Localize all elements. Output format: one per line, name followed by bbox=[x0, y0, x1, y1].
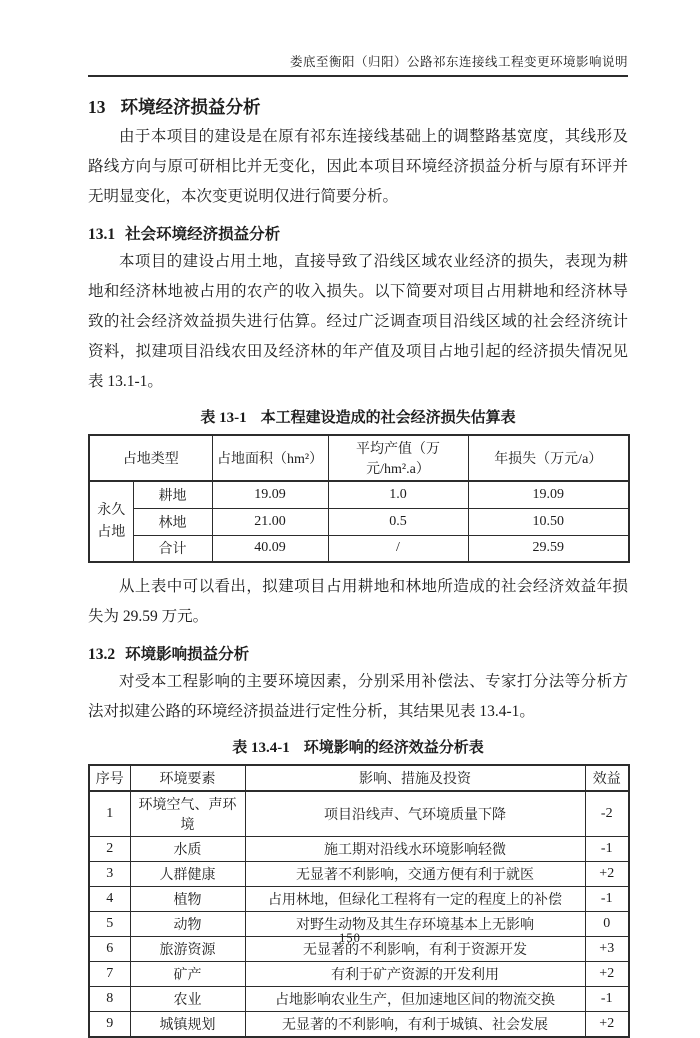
table2-row bbox=[89, 962, 629, 987]
table1-row bbox=[89, 535, 629, 562]
section-13-2-paragraph: 对受本工程影响的主要环境因素，分别采用补偿法、专家打分法等分析方法对拟建公路的环境经济损益进行定性分析，其结果见表 13.4-1。 bbox=[88, 673, 628, 720]
table2-caption-number: 表 13.4-1 bbox=[232, 740, 290, 756]
table2-cell-no: 3 bbox=[89, 862, 130, 887]
table2-cell-impact: 施工期对沿线水环境影响轻微 bbox=[245, 837, 585, 862]
table1-caption-number: 表 13-1 bbox=[200, 410, 247, 426]
table2-cell-factor: 矿产 bbox=[130, 962, 245, 987]
section-13-heading bbox=[88, 94, 628, 119]
table2-cell-benefit: +2 bbox=[585, 862, 629, 887]
section-13-1-heading bbox=[88, 222, 628, 244]
table2-cell-factor: 环境空气、声环境 bbox=[130, 791, 245, 837]
table2-header-factor: 环境要素 bbox=[130, 765, 245, 791]
table2-cell-benefit: +2 bbox=[585, 962, 629, 987]
table2-cell-impact: 无显著的不利影响，有利于城镇、社会发展 bbox=[245, 1012, 585, 1038]
section-13-2-heading bbox=[88, 642, 628, 664]
table2-cell-no: 6 bbox=[89, 937, 130, 962]
section-13-1-number: 13.1 bbox=[88, 226, 116, 243]
table1-cell-area: 40.09 bbox=[212, 535, 328, 562]
table2-cell-benefit: -1 bbox=[585, 887, 629, 912]
table1-row bbox=[89, 508, 629, 535]
table2-cell-impact: 有利于矿产资源的开发利用 bbox=[245, 962, 585, 987]
table2-cell-benefit: -1 bbox=[585, 987, 629, 1012]
table2-caption bbox=[88, 736, 628, 757]
table1-cell-area: 21.00 bbox=[212, 508, 328, 535]
section-13-number: 13 bbox=[88, 97, 106, 117]
table2-cell-benefit: -1 bbox=[585, 837, 629, 862]
table2-cell-impact: 无显著不利影响，交通方便有利于就医 bbox=[245, 862, 585, 887]
table2-cell-factor: 城镇规划 bbox=[130, 1012, 245, 1038]
table2-cell-factor: 动物 bbox=[130, 912, 245, 937]
table1-cell-value: / bbox=[328, 535, 468, 562]
table2-cell-no: 8 bbox=[89, 987, 130, 1012]
table2-cell-factor: 植物 bbox=[130, 887, 245, 912]
table2-row bbox=[89, 1012, 629, 1038]
table2-row bbox=[89, 887, 629, 912]
table2-cell-factor: 农业 bbox=[130, 987, 245, 1012]
environmental-benefit-analysis-table bbox=[88, 764, 630, 1038]
table1-caption-title: 本工程建设造成的社会经济损失估算表 bbox=[260, 410, 516, 426]
table1-header-area: 占地面积（hm²） bbox=[212, 435, 328, 481]
table1-header-row bbox=[89, 435, 629, 481]
table1-cell-type: 林地 bbox=[133, 508, 212, 535]
table2-cell-factor: 水质 bbox=[130, 837, 245, 862]
section-13-paragraph: 由于本项目的建设是在原有祁东连接线基础上的调整路基宽度，其线形及路线方向与原可研相比并无变化，因此本项目环境经济损益分析与原有环评并无明显变化，本次变更说明仅进行简要分析。 bbox=[88, 128, 628, 205]
table2-cell-benefit: 0 bbox=[585, 912, 629, 937]
social-economic-loss-table bbox=[88, 434, 630, 563]
table1-cell-loss: 10.50 bbox=[468, 508, 629, 535]
table1-cell-loss: 29.59 bbox=[468, 535, 629, 562]
section-13-1-title: 社会环境经济损益分析 bbox=[125, 226, 281, 243]
table2-cell-no: 1 bbox=[89, 791, 130, 837]
table2-row bbox=[89, 791, 629, 837]
table2-cell-no: 9 bbox=[89, 1012, 130, 1038]
table2-cell-factor: 旅游资源 bbox=[130, 937, 245, 962]
section-13-1-paragraph: 本项目的建设占用土地，直接导致了沿线区域农业经济的损失，表现为耕地和经济林地被占用的农产的收入损失。以下简要对项目占用耕地和经济林导致的社会经济效益损失进行估算。经过广泛调查项目沿线区域的社会经济统计资料，拟建项目沿线农田及经济林的年产值及项目占地引起的经济损失情况见表 13.1-1。 bbox=[88, 253, 628, 390]
table2-row bbox=[89, 837, 629, 862]
page-number: 150 bbox=[339, 931, 361, 945]
table1-cell-area: 19.09 bbox=[212, 481, 328, 508]
table1-cell-type: 合计 bbox=[133, 535, 212, 562]
table1-caption bbox=[88, 406, 628, 427]
table1-cell-loss: 19.09 bbox=[468, 481, 629, 508]
table2-cell-no: 5 bbox=[89, 912, 130, 937]
table2-cell-impact: 对野生动物及其生存环境基本上无影响 bbox=[245, 912, 585, 937]
table2-cell-impact: 无显著的不利影响，有利于资源开发 bbox=[245, 937, 585, 962]
table2-cell-no: 4 bbox=[89, 887, 130, 912]
table1-header-avg-value: 平均产值（万元/hm².a） bbox=[328, 435, 468, 481]
table1-rowgroup-permanent-occupation: 永久占地 bbox=[89, 481, 133, 562]
table1-cell-value: 1.0 bbox=[328, 481, 468, 508]
table2-caption-title: 环境影响的经济效益分析表 bbox=[303, 740, 484, 756]
table2-header-no: 序号 bbox=[89, 765, 130, 791]
table2-cell-benefit: +2 bbox=[585, 1012, 629, 1038]
table2-cell-no: 2 bbox=[89, 837, 130, 862]
table2-cell-impact: 项目沿线声、气环境质量下降 bbox=[245, 791, 585, 837]
table2-cell-benefit: -2 bbox=[585, 791, 629, 837]
table2-row bbox=[89, 862, 629, 887]
running-header-title: 娄底至衡阳（归阳）公路祁东连接线工程变更环境影响说明 bbox=[289, 55, 628, 69]
table2-cell-no: 7 bbox=[89, 962, 130, 987]
table2-cell-impact: 占地影响农业生产，但加速地区间的物流交换 bbox=[245, 987, 585, 1012]
table2-cell-impact: 占用林地，但绿化工程将有一定的程度上的补偿 bbox=[245, 887, 585, 912]
table1-cell-value: 0.5 bbox=[328, 508, 468, 535]
section-13-title: 环境经济损益分析 bbox=[120, 97, 261, 117]
table1-header-land-type: 占地类型 bbox=[89, 435, 212, 481]
table2-header-row bbox=[89, 765, 629, 791]
table2-row bbox=[89, 987, 629, 1012]
table2-cell-benefit: +3 bbox=[585, 937, 629, 962]
table2-header-impact: 影响、措施及投资 bbox=[245, 765, 585, 791]
section-13-2-title: 环境影响损益分析 bbox=[125, 646, 250, 663]
running-header bbox=[88, 0, 628, 77]
table1-header-annual-loss: 年损失（万元/a） bbox=[468, 435, 629, 481]
table2-cell-factor: 人群健康 bbox=[130, 862, 245, 887]
section-13-1-conclusion-paragraph: 从上表中可以看出，拟建项目占用耕地和林地所造成的社会经济效益年损失为 29.59 万元。 bbox=[88, 578, 628, 625]
section-13-2-number: 13.2 bbox=[88, 646, 116, 663]
table1-row bbox=[89, 481, 629, 508]
table1-cell-type: 耕地 bbox=[133, 481, 212, 508]
table2-header-benefit: 效益 bbox=[585, 765, 629, 791]
